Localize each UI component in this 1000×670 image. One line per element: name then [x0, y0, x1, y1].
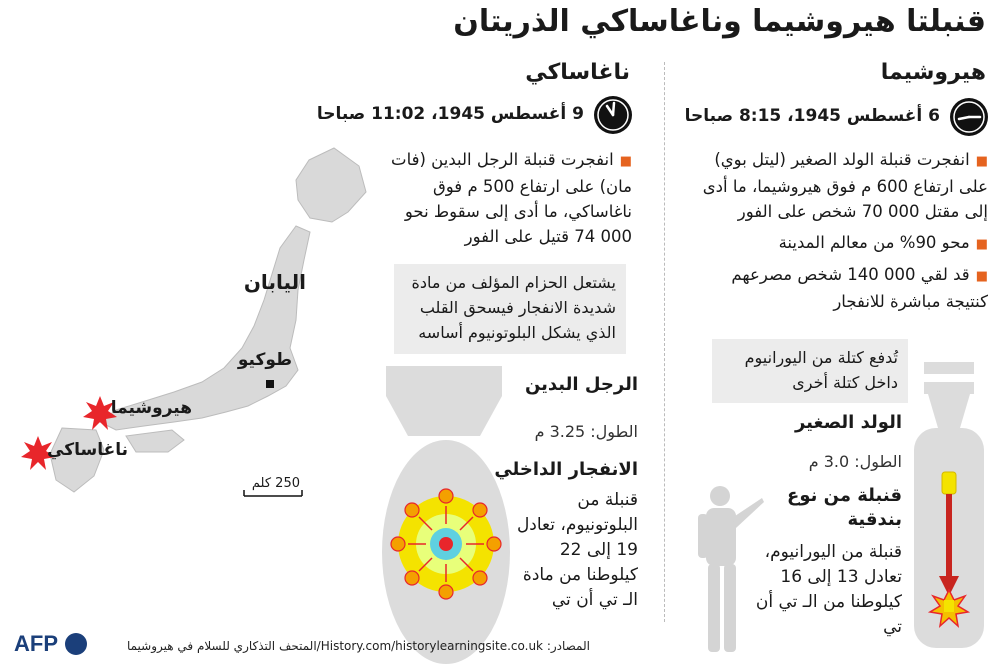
- nagasaki-heading: ناغاساكي: [525, 60, 630, 85]
- hiroshima-date: 6 أغسطس 1945، 8:15 صباحا: [684, 106, 940, 126]
- fat-man-length: الطول: 3.25 م: [534, 422, 638, 441]
- afp-logo: AFP: [14, 631, 87, 657]
- fat-man-name: الرجل البدين: [524, 374, 638, 395]
- nagasaki-date: 9 أغسطس 1945، 11:02 صباحا: [316, 104, 584, 124]
- map-label-tokyo: طوكيو: [237, 350, 292, 370]
- source-note: المصادر: History.com/historylearningsite.co.uk/المتحف التذكاري للسلام في هيروشيما: [126, 639, 590, 653]
- nagasaki-mechanism-box: يشتعل الحزام المؤلف من مادة شديدة الانفجار فيسحق القلب الذي يشكل البلوتونيوم أساسه: [394, 264, 626, 354]
- map-label-hiroshima: هيروشيما: [110, 398, 192, 418]
- fat-man-bomb-illustration: [382, 364, 514, 664]
- hiroshima-bullet-1: ■انفجرت قنبلة الولد الصغير (ليتل بوي) على ارتفاع 600 م فوق هيروشيما، ما أدى إلى مقتل 000 70 شخص على الفور: [702, 150, 988, 221]
- hiroshima-mechanism-box: تُدفع كتلة من اليورانيوم داخل كتلة أخرى: [712, 339, 908, 403]
- clock-icon-hiroshima: [948, 96, 990, 138]
- map-label-japan: اليابان: [243, 270, 306, 294]
- map-scale-label: 250 كلم: [251, 476, 300, 491]
- hiroshima-heading: هيروشيما: [880, 60, 986, 85]
- little-boy-type-heading: قنبلة من نوع بندقية: [787, 485, 902, 530]
- column-divider: [664, 62, 665, 622]
- little-boy-name: الولد الصغير: [794, 412, 902, 433]
- clock-icon-nagasaki: [592, 94, 634, 136]
- page-title: قنبلتا هيروشيما وناغاساكي الذريتان: [453, 4, 986, 39]
- little-boy-type-body: قنبلة من اليورانيوم، تعادل 13 إلى 16 كيلوطنا من الـ تي أن تي: [755, 542, 902, 637]
- fat-man-type-heading: الانفجار الداخلي: [494, 459, 638, 480]
- hiroshima-bullet-3: ■قد لقي 000 140 شخص مصرعهم كنتيجة مباشرة للانفجار: [731, 265, 988, 311]
- little-boy-bomb-illustration: [908, 360, 990, 660]
- nagasaki-bullet-1: ■انفجرت قنبلة الرجل البدين (فات مان) على ارتفاع 500 م فوق ناغاساكي، ما أدى إلى سقوط نحو 000 74 قتيل على الفور: [391, 150, 632, 246]
- hiroshima-bullet-2: ■محو 90% من معالم المدينة: [778, 233, 988, 252]
- little-boy-length: الطول: 3.0 م: [808, 452, 902, 471]
- fat-man-type-body: قنبلة من البلوتونيوم، تعادل 19 إلى 22 كيلوطنا من مادة الـ تي أن تي: [516, 490, 638, 610]
- map-label-nagasaki: ناغاساكي: [47, 440, 128, 460]
- afp-logo-circle: [65, 633, 87, 655]
